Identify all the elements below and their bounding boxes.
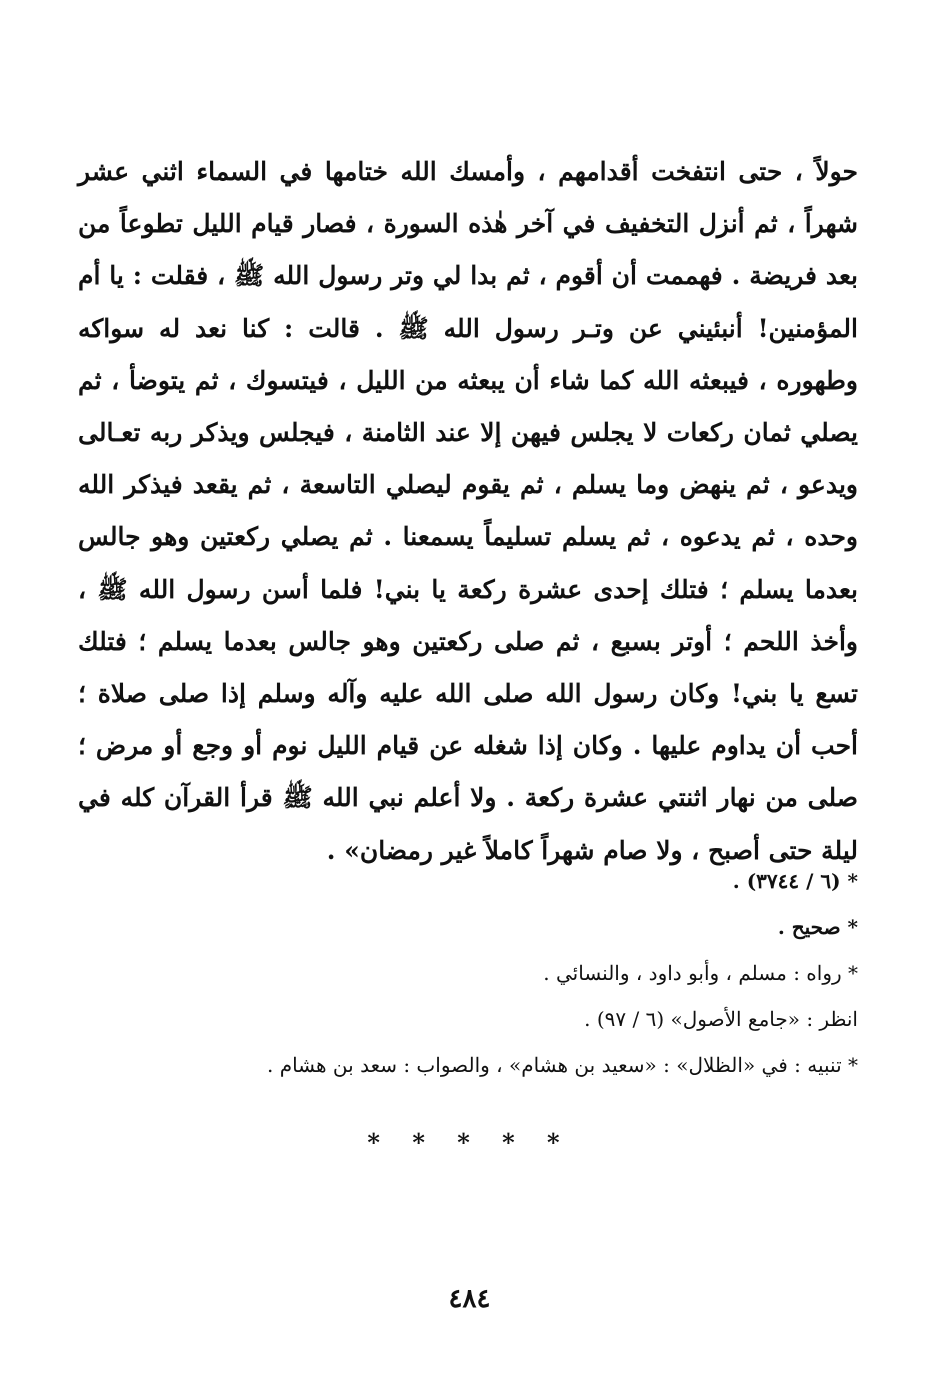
hadith-body-text: حولاً ، حتى انتفخت أقدامهم ، وأمسك الله ختامها في السماء اثني عشر شهراً ، ثم أنزل التخفيف في آخر هٰذه السورة ، فصار قيام الليل تطوعاً من بعد فريضة . فهممت أن أقوم ، ثم بدا لي وتر رسول الله ﷺ ، فقلت : يا أم المؤمنين! أنبئيني عن وتـر رسول الله ﷺ . قالت : كنا نعد له سواكه وطهوره ، فيبعثه الله كما شاء أن يبعثه من الليل ، فيتسوك ، ثم يتوضأ ، ثم يصلي ثمان ركعات لا يجلس فيهن إلا عند الثامنة ، فيجلس ويذكر ربه تعـالى ويدعو ، ثم ينهض وما يسلم ، ثم يقوم ليصلي التاسعة ، ثم يقعد فيذكر الله وحده ، ثم يدعوه ، ثم يسلم تسليماً يسمعنا . ثم يصلي ركعتين وهو جالس بعدما يسلم ؛ فتلك إحدى عشرة ركعة يا بني! فلما أسن رسول الله ﷺ ، وأخذ اللحم ؛ أوتر بسبع ، ثم صلى ركعتين وهو جالس بعدما يسلم ؛ فتلك تسع يا بني! وكان رسول الله صلى الله عليه وآله وسلم إذا صلى صلاة ؛ أحب أن يداوم عليها . وكان إذا شغله عن قيام الليل نوم أو وجع أو مرض ؛ صلى من نهار اثنتي عشرة ركعة . ولا أعلم نبي الله ﷺ قرأ القرآن كله في ليلة حتى أصبح ، ولا صام شهراً كاملاً غير رمضان» . [78, 157, 858, 865]
note-reference: * (٦ / ٣٧٤٤) . [732, 869, 858, 893]
note-see-also: انظر : «جامع الأصول» (٦ / ٩٧) . [584, 1007, 858, 1031]
footnotes-block [78, 858, 858, 1088]
note-grade: * صحيح . [777, 915, 858, 939]
section-separator: * * * * * [367, 1128, 572, 1157]
page-number: ٤٨٤ [448, 1284, 491, 1314]
note-narrators: * رواه : مسلم ، وأبو داود ، والنسائي . [543, 961, 858, 985]
note-correction: * تنبيه : في «الظلال» : «سعيد بن هشام» ، والصواب : سعد بن هشام . [266, 1053, 858, 1077]
